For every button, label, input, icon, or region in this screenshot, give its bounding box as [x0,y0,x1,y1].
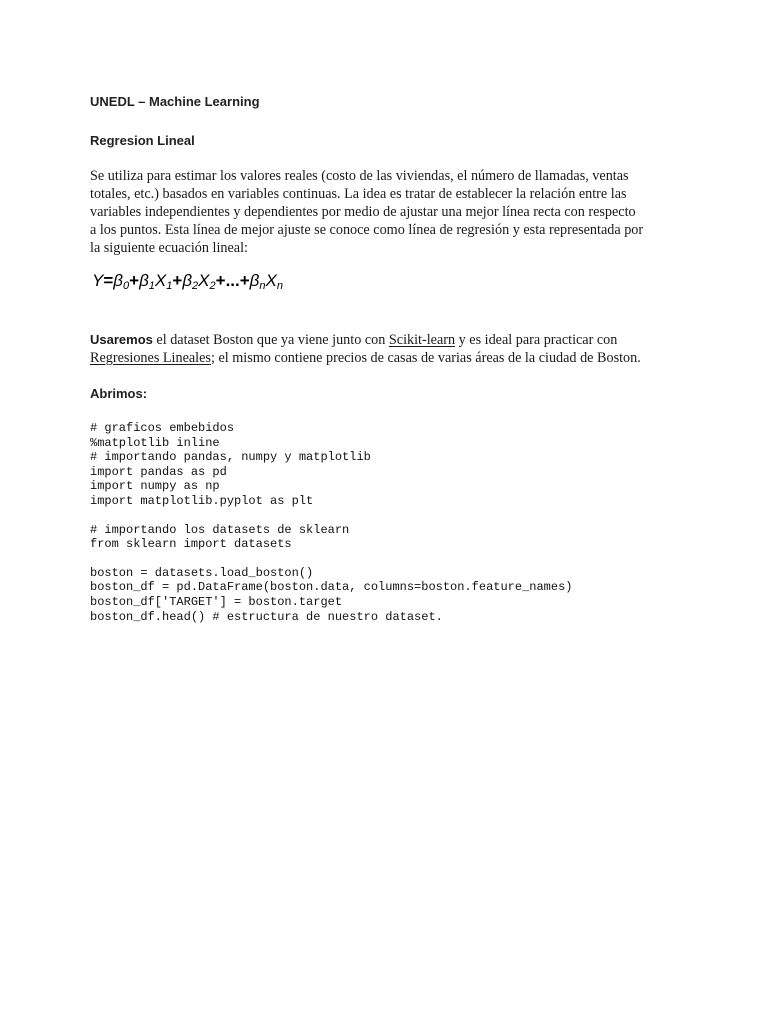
eq-dots: ... [225,271,240,290]
eq-beta: β [182,271,193,290]
usage-text: el dataset Boston que ya viene junto con [152,332,389,348]
usage-paragraph [90,331,690,367]
eq-sub: 2 [209,280,216,292]
linear-regression-equation [92,269,690,295]
eq-beta: β [113,271,123,290]
code-line: import matplotlib.pyplot as plt [90,493,314,508]
scikit-learn-link[interactable]: Scikit-learn [388,332,456,348]
code-spacer [90,552,690,566]
usage-text: ; el mismo contiene precios de casas de varias áreas de la ciudad de Boston. [210,350,641,366]
course-title: UNEDL – Machine Learning [90,94,260,109]
eq-y: Y [92,271,104,290]
intro-paragraph [90,167,690,257]
code-line: # importando los datasets de sklearn [90,522,350,537]
eq-x: X [154,271,167,290]
eq-sub: 1 [148,280,155,292]
code-line: from sklearn import datasets [90,537,292,552]
eq-beta: β [139,271,149,290]
eq-plus: + [172,271,183,290]
code-line: boston = datasets.load_boston() [90,565,314,580]
intro-line: la siguiente ecuación lineal: [90,240,248,256]
intro-line: totales, etc.) basados en variables continuas. La idea es tratar de establecer la relación entre las [90,186,627,202]
code-line: import numpy as np [90,479,220,494]
code-block-boston [90,566,690,624]
document-page [90,93,690,624]
eq-sub: n [259,280,266,292]
code-line: # graficos embebidos [90,421,235,435]
code-spacer [90,509,690,523]
eq-sub: 0 [123,280,130,292]
intro-line: variables independientes y dependientes por medio de ajustar una mejor línea recta con respecto [90,204,636,220]
usage-text: y es ideal para practicar con [455,332,618,348]
code-line: # importando pandas, numpy y matplotlib [90,450,371,465]
code-line: import pandas as pd [90,464,227,479]
code-block-imports [90,421,690,509]
code-line: %matplotlib inline [90,435,220,450]
eq-sub: 2 [192,280,199,292]
code-line: boston_df['TARGET'] = boston.target [90,594,343,609]
eq-plus: + [215,271,226,290]
eq-beta: β [249,271,260,290]
eq-x: X [265,271,277,290]
code-block-datasets [90,523,690,552]
regresiones-lineales-link[interactable]: Regresiones Lineales [90,350,211,366]
intro-line: Se utiliza para estimar los valores reales (costo de las viviendas, el número de llamadas, ventas [90,168,629,184]
eq-sub: 1 [166,280,173,292]
topic-title: Regresion Lineal [90,133,195,148]
eq-x: X [198,271,210,290]
usage-bold-start: Usaremos [90,332,153,347]
eq-sub: n [276,280,283,292]
eq-plus: + [129,271,140,290]
code-line: boston_df.head() # estructura de nuestro dataset. [90,609,443,624]
eq-plus: + [239,271,250,290]
eq-equals: = [103,271,114,290]
intro-line: a los puntos. Esta línea de mejor ajuste se conoce como línea de regresión y esta representada por [90,222,644,238]
code-line: boston_df = pd.DataFrame(boston.data, columns=boston.feature_names) [90,580,573,595]
open-heading: Abrimos: [90,386,148,401]
